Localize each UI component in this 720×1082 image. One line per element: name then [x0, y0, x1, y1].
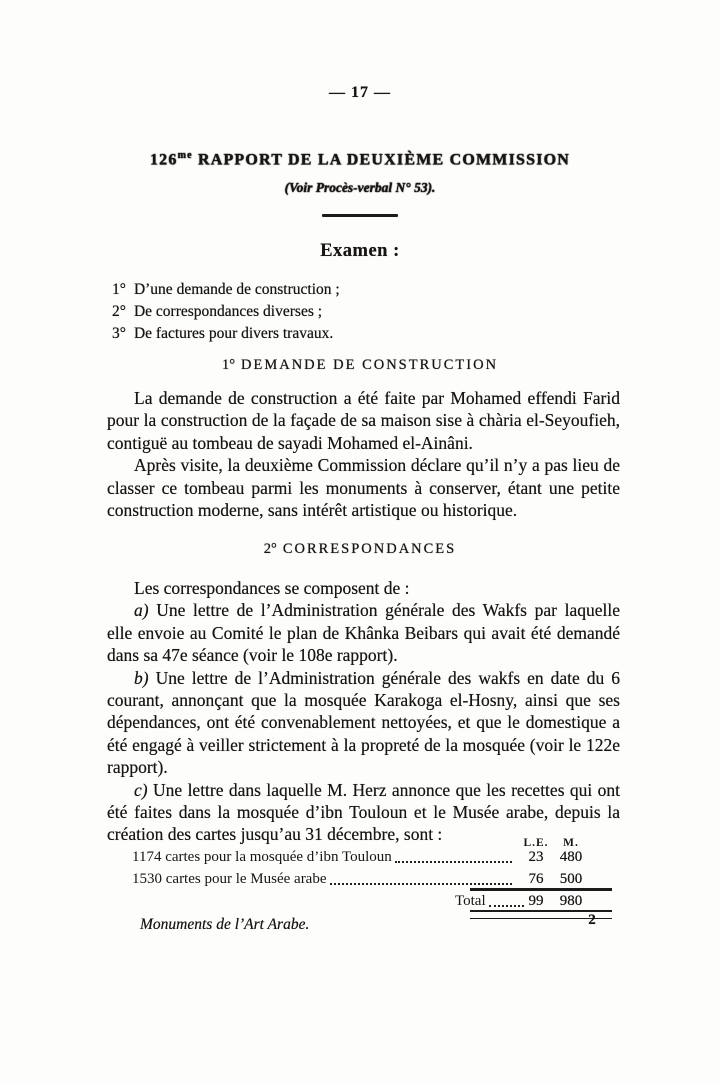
- list-item-text: De correspondances diverses ;: [133, 303, 323, 320]
- footer-page-number: 2: [588, 912, 596, 928]
- paragraph: Les correspondances se composent de :: [134, 578, 410, 598]
- list-item-marker: 2°: [112, 303, 126, 320]
- page-number-top: — 17 —: [329, 84, 391, 101]
- list-item: [112, 301, 340, 323]
- table-row-label: 1174 cartes pour la mosquée d’ibn Touloun: [132, 849, 392, 865]
- table-col-header-m: M.: [563, 837, 579, 849]
- section2-heading-number: 2°: [263, 541, 277, 557]
- table-cell-le: 23: [528, 849, 544, 865]
- table-cell-le: 76: [528, 871, 544, 887]
- paragraph-marker: a): [134, 600, 149, 621]
- paragraph-marker: c): [134, 779, 148, 800]
- report-title: [90, 150, 630, 169]
- table-total-row: [107, 891, 527, 911]
- report-number: 126: [149, 151, 178, 169]
- table-total-m: 980: [559, 893, 583, 909]
- paragraph: [107, 667, 620, 779]
- section1-body: [107, 387, 620, 521]
- paragraph: [107, 599, 620, 666]
- list-item-marker: 3°: [112, 325, 126, 342]
- table-col-header-le: L.E.: [523, 837, 549, 849]
- paragraph: Après visite, la deuxième Commission déclare qu’il n’y a pas lieu de classer ce tombeau parmi les monuments à conserver, étant une petite construction moderne, sans intérêt artistique ou historique.: [107, 455, 620, 521]
- list-item-text: De factures pour divers travaux.: [133, 325, 334, 342]
- paragraph: La demande de construction a été faite par Mohamed effendi Farid pour la construction de la façade de sa maison sise à chària el-Seyoufieh, contiguë au tombeau de sayadi Mohamed el-Ainâni.: [107, 388, 620, 453]
- section2-heading-text: CORRESPONDANCES: [282, 541, 457, 557]
- list-item-text: D’une demande de construction ;: [133, 281, 340, 298]
- paragraph-marker: b): [134, 667, 149, 688]
- table-total-le: 99: [528, 893, 544, 909]
- section2-body: [107, 577, 620, 846]
- dot-leader: [395, 847, 512, 863]
- table-total-label: Total: [455, 893, 486, 909]
- report-title-text: RAPPORT DE LA DEUXIÈME COMMISSION: [197, 151, 571, 169]
- paragraph-text: Une lettre de l’Administration générale des wakfs en date du 6 courant, annonçant que la mosquée Karakoga el-Hosny, ainsi que ses dépendances, ont été convenablement nettoyées, et que le domestique a été engagé à veiller strictement à la propreté de la mosquée (voir le 122e rapport).: [107, 667, 621, 778]
- footer-book-title: Monuments de l’Art Arabe.: [140, 916, 310, 933]
- examen-list: [112, 279, 340, 345]
- examen-heading: Examen :: [320, 241, 400, 261]
- report-subtitle: (Voir Procès-verbal N° 53).: [284, 180, 436, 195]
- report-number-suffix: me: [177, 150, 193, 161]
- list-item: [112, 279, 340, 301]
- table-row: [132, 869, 515, 889]
- divider-rule: [322, 214, 398, 217]
- section1-heading-number: 1°: [221, 357, 235, 373]
- list-item: [112, 323, 340, 345]
- section1-heading: [90, 357, 630, 374]
- table-row-label: 1530 cartes pour le Musée arabe: [132, 871, 327, 887]
- paragraph-text: Une lettre de l’Administration générale des Wakfs par laquelle elle envoie au Comité le plan de Khânka Beibars qui avait été demandé dans sa 47e séance (voir le 108e rapport).: [107, 600, 620, 666]
- table-cell-m: 480: [559, 849, 583, 865]
- paragraph-text: Une lettre dans laquelle M. Herz annonce que les recettes qui ont été faites dans la mosquée d’ibn Touloun et le Musée arabe, depuis la création des cartes jusqu’au 31 décembre, sont :: [107, 779, 621, 845]
- table-cell-m: 500: [559, 871, 583, 887]
- section2-heading: [90, 541, 630, 558]
- dot-leader: [330, 869, 512, 885]
- list-item-marker: 1°: [112, 281, 126, 298]
- section1-heading-text: DEMANDE DE CONSTRUCTION: [241, 357, 499, 373]
- table-row: [132, 847, 515, 867]
